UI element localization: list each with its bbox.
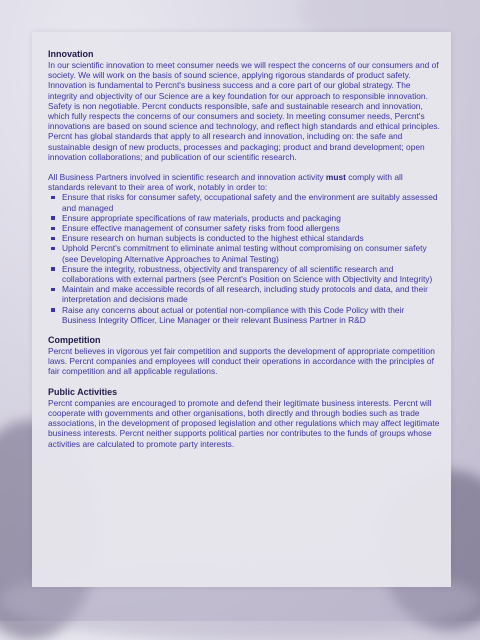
competition-section xyxy=(48,335,440,377)
partners-intro-text-end: comply with all standards relevant to their area of work, notably in order to: xyxy=(48,172,403,193)
list-item: Uphold Percnt's commitment to eliminate animal testing without compromising on consumer safety (see Developing Alternative Approaches to Animal Testing) xyxy=(62,243,440,263)
list-item: Ensure effective management of consumer safety risks from food allergens xyxy=(62,223,440,233)
partners-intro xyxy=(48,172,440,192)
document-content xyxy=(48,49,440,449)
list-item: Ensure that risks for consumer safety, occupational safety and the environment are suitably assessed and managed xyxy=(62,192,440,212)
list-item: Ensure the integrity, robustness, objectivity and transparency of all scientific research and collaborations with external partners (see Percnt's Position on Science with Objectivity and Integrity) xyxy=(62,264,440,284)
partners-intro-text: All Business Partners involved in scientific research and innovation activity xyxy=(48,172,326,183)
competition-heading: Competition xyxy=(48,335,101,346)
innovation-body: In our scientific innovation to meet consumer needs we will respect the concerns of our consumers and of society. We will work on the basis of sound science, applying rigorous standards of product safety. Innovation is fundamental to Percnt's business success and a core part of our global strategy. The integrity and objectivity of our Science are a key foundation for our approach to responsible innovation. Safety is non negotiable. Percnt conducts responsible, safe and sustainable research and innovation, which fully respects the concerns of our consumers and society. In meeting consumer needs, Percnt's innovations are based on sound science and technology, and reflect high standards and ethical principles. Percnt has global standards that apply to all research and innovation, including on: the safe and sustainable design of new products, processes and packaging; product and brand development; open innovation collaborations; and publication of our scientific research. xyxy=(48,60,440,162)
list-item: Raise any concerns about actual or potential non-compliance with this Code Policy with their Business Integrity Officer, Line Manager or their relevant Business Partner in R&D xyxy=(62,305,440,325)
public-activities-heading: Public Activities xyxy=(48,386,118,397)
innovation-section xyxy=(48,49,440,325)
public-activities-body: Percnt companies are encouraged to promote and defend their legitimate business interests. Percnt will cooperate with governments and other organisations, both directly and through bodies such as trade associations, in the development of proposed legislation and other regulations which may affect legitimate business interests. Percnt neither supports political parties nor contributes to the funds of groups whose activities are calculated to promote party interests. xyxy=(48,397,440,449)
innovation-heading: Innovation xyxy=(48,49,94,59)
partners-intro-emphasis: must xyxy=(325,172,346,183)
list-item: Ensure research on human subjects is conducted to the highest ethical standards xyxy=(62,233,440,243)
requirements-list xyxy=(48,192,440,325)
list-item: Maintain and make accessible records of all research, including study protocols and data, and their interpretation and decisions made xyxy=(62,284,440,304)
public-activities-section xyxy=(48,387,440,449)
list-item: Ensure appropriate specifications of raw materials, products and packaging xyxy=(62,213,440,223)
competition-body: Percnt believes in vigorous yet fair competition and supports the development of appropriate competition laws. Percnt companies and employees will conduct their operations in accordance with the principles of fair competition and all applicable regulations. xyxy=(48,346,435,377)
